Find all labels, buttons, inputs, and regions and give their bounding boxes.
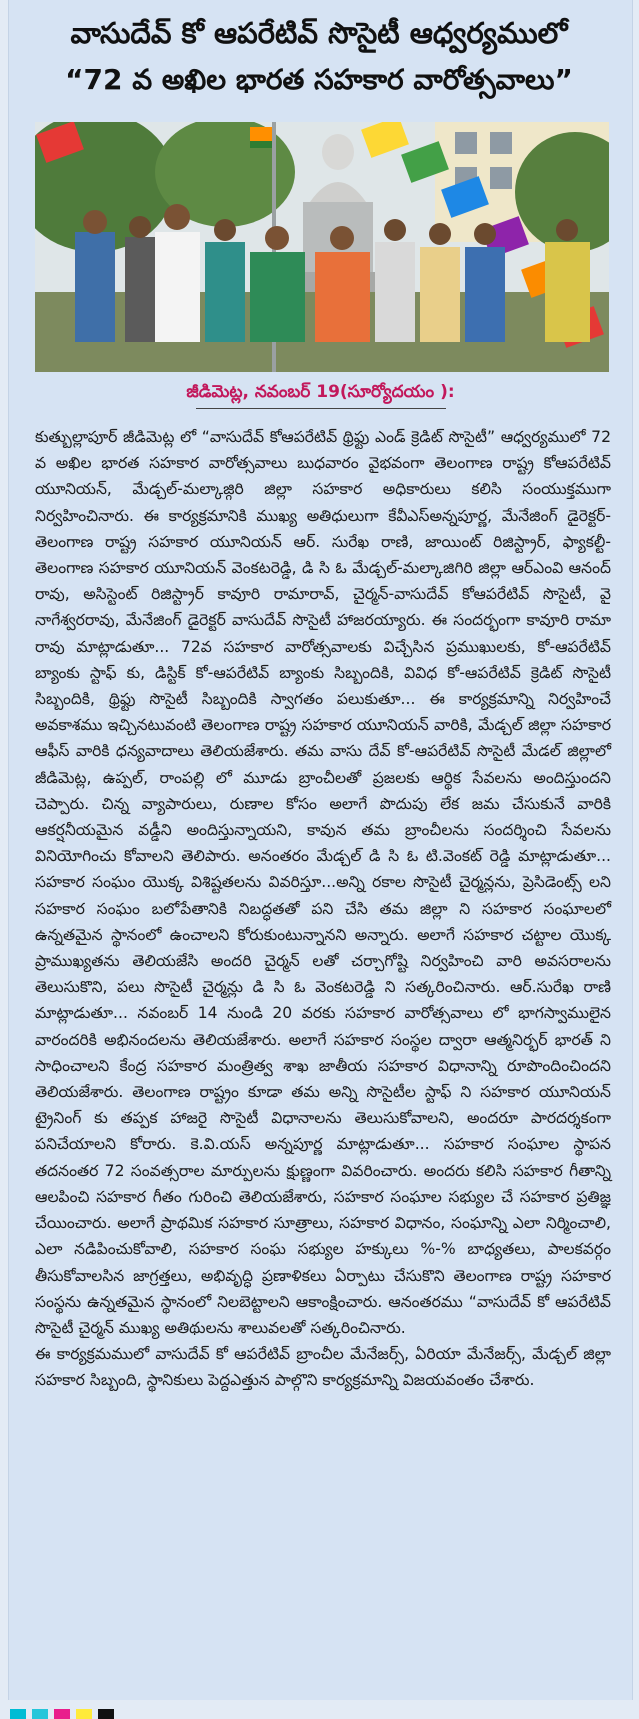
footer-strip (0, 1700, 639, 1719)
registration-swatch-cyan (10, 1709, 26, 1719)
headline-line-1: వాసుదేవ్ కో ఆపరేటివ్ సొసైటీ ఆధ్వర్యములో (70, 16, 568, 50)
dateline (9, 382, 632, 409)
registration-swatch-yellow (76, 1709, 92, 1719)
registration-swatch-black (98, 1709, 114, 1719)
headline (19, 10, 619, 104)
dateline-text: జీడిమెట్ల, నవంబర్ 19(సూర్యోదయం ): (186, 382, 455, 402)
dateline-underline (196, 408, 446, 409)
article-paragraph-2: ఈ కార్యక్రమములో వాసుదేవ్ కో ఆపరేటివ్ బ్రాంచీల మేనేజర్స్, ఏరియా మేనేజర్స్, మేడ్చల్ జిల్లా సహకార సిబ్బంది, స్థానికులు పెద్దఎత్తున పాల్గొని కార్యక్రమాన్ని విజయవంతం చేశారు. (35, 1345, 611, 1390)
article-paragraph-1: కుత్బుల్లాపూర్ జీడిమెట్ల లో “వాసుదేవ్ కోఆపరేటివ్ థ్రిఫ్టు ఎండ్ క్రెడిట్ సొసైటీ” ఆధ్వర్యములో 72 వ అఖిల భారత సహకార వారోత్సవాలు బుధవారం వైభవంగా తెలంగాణ రాష్ట్ర కోఆపరేటివ్ యూనియన్, మేడ్చల్-మల్కాజ్గిరి జిల్లా సహకార అధికారులు కలిసి సంయుక్తముగా నిర్వహించినారు. ఈ కార్యక్రమానికి ముఖ్య అతిధులుగా కేవీఎస్అన్నపూర్ణ, మేనేజింగ్ డైరెక్టర్- తెలంగాణ రాష్ట్ర సహకార యూనియన్ ఆర్. సురేఖ రాణి, జాయింట్ రిజిస్ట్రార్, ఫ్యాకల్టీ- తెలంగాణ సహకార యూనియన్ వెంకటరెడ్డి, డి సి ఓ మేడ్చల్-మల్కాజిగిరి జిల్లా ఆర్ఎంవి ఆనంద్ రావు, అసిస్టెంట్ రిజిస్ట్రార్ కావూరి రామారావ్, చైర్మన్-వాసుదేవ్ కోఆపరేటివ్ సొసైటీ, వై నాగేశ్వరరావు, మేనేజింగ్ డైరెక్టర్ వాసుదేవ్ సొసైటీ హాజరయ్యారు. ఈ సందర్భంగా కావూరి రామా రావు మాట్లాడుతూ... 72వ సహకార వారోత్సవాలకు విచ్చేసిన ప్రముఖులకు, కో-ఆపరేటివ్ బ్యాంకు స్టాఫ్ కు, డిస్టిక్ కో-ఆపరేటివ్ బ్యాంకు సిబ్బందికి, వివిధ కో-ఆపరేటివ్ క్రెడిట్ సొసైటీ సిబ్బందికి, థ్రిఫ్టు సొసైటీ సిబ్బందికి స్వాగతం పలుకుతూ... ఈ కార్యక్రమాన్ని నిర్వహించే అవకాశము ఇచ్చినటువంటి తెలంగాణ రాష్ట్ర సహకార యూనియన్ వారికి, మేడ్చల్ జిల్లా సహకార ఆఫీస్ వారికి ధన్యవాదాలు తెలియజేశారు. తమ వాసు దేవ్ కో-ఆపరేటివ్ సొసైటీ మేడల్ జిల్లాలో జీడిమెట్ల, ఉప్పల్, రాంపల్లి లో మూడు బ్రాంచీలతో ప్రజలకు ఆర్థిక సేవలను అందిస్తుందని చెప్పారు. చిన్న వ్యాపారులు, రుణాల కోసం అలాగే పొదుపు లేక జమ చేసుకునే వారికి ఆకర్షనీయమైన వడ్డీని అందిస్తున్నాయని, కావున తమ బ్రాంచీలను సందర్శించి సేవలను వినియోగించు కోవాలని తెలిపారు. అనంతరం మేడ్చల్ డి సి ఓ టి.వెంకట్ రెడ్డి మాట్లాడుతూ... సహకార సంఘం యొక్క విశిష్టతలను వివరిస్తూ...అన్ని రకాల సొసైటీ చైర్మన్లను, ప్రెసిడెంట్స్ లని సహకార సంఘం బలోపేతానికి నిబద్ధతతో పని చేసి తమ జిల్లా ని సహకార సంఘాలలో ఉన్నతమైన స్థానంలో ఉంచాలని కోరుకుంటున్నానని అన్నారు. అలాగే సహకార చట్టాల యొక్క ప్రాముఖ్యతను తెలియజేసి అందరి చైర్మన్ లతో చర్చాగోష్టి నిర్వహించి వారి అవసరాలను తెలుసుకొని, పలు సొసైటీ చైర్మన్లు డి సి ఓ వెంకటరెడ్డి ని సత్కరించినారు. ఆర్.సురేఖ రాణి మాట్లాడుతూ... నవంబర్ 14 నుండి 20 వరకు సహకార వారోత్సవాలు లో భాగస్వాములైన వారందరికి అభినందలను తెలియజేశారు. అలాగే సహకార సంస్థల ద్వారా ఆత్మనిర్భర్ భారత్ ని సాధించాలని కేంద్ర సహకార మంత్రిత్వ శాఖ జాతీయ సహకార విధానాన్ని రూపొందించిందని తెలియజేశారు. తెలంగాణ రాష్ట్రం కూడా తమ అన్ని సొసైటీల స్టాఫ్ ని సహకార యూనియన్ ట్రైనింగ్ కు తప్పక హాజరై సొసైటీ విధానాలను తెలుసుకోవాలని, అందరూ పారదర్శకంగా పనిచేయాలని కోరారు. కె.వి.యస్ అన్నపూర్ణ మాట్లాడుతూ... సహకార సంఘాల స్థాపన తదనంతర 72 సంవత్సరాల మార్పులను క్షుణ్ణంగా వివరించారు. అందరు కలిసి సహకార గీతాన్ని ఆలపించి సహకార గీతం గురించి తెలియజేశారు, సహకార సంఘాల సభ్యుల చే సహకార ప్రతిజ్ఞ చేయించారు. అలాగే ప్రాథమిక సహకార సూత్రాలు, సహకార విధానం, సంఘాన్ని ఎలా నిర్మించాలి, ఎలా నడిపించుకోవాలి, సహకార సంఘ సభ్యుల హక్కులు %-% బాధ్యతలు, పాలకవర్గం తీసుకోవాలసిన జాగ్రత్తలు, అభివృద్ధి ప్రణాళికలు ఏర్పాటు చేసుకొని తెలంగాణ రాష్ట్ర సహకార సంస్థను ఉన్నతమైన స్థానంలో నిలబెట్టాలని ఆకాంక్షించారు. ఆనంతరము “వాసుదేవ్ కో ఆపరేటివ్ సొసైటీ చైర్మన్ ముఖ్య అతిథులను శాలువలతో సత్కరించినారు. (35, 428, 611, 1337)
newspaper-clipping (8, 0, 633, 1700)
event-photo (35, 122, 609, 372)
registration-swatch-light-cyan (32, 1709, 48, 1719)
article-body (35, 424, 611, 1394)
registration-swatch-magenta (54, 1709, 70, 1719)
headline-line-2: “72 వ అఖిల భారత సహకార వారోత్సవాలు” (65, 63, 573, 96)
